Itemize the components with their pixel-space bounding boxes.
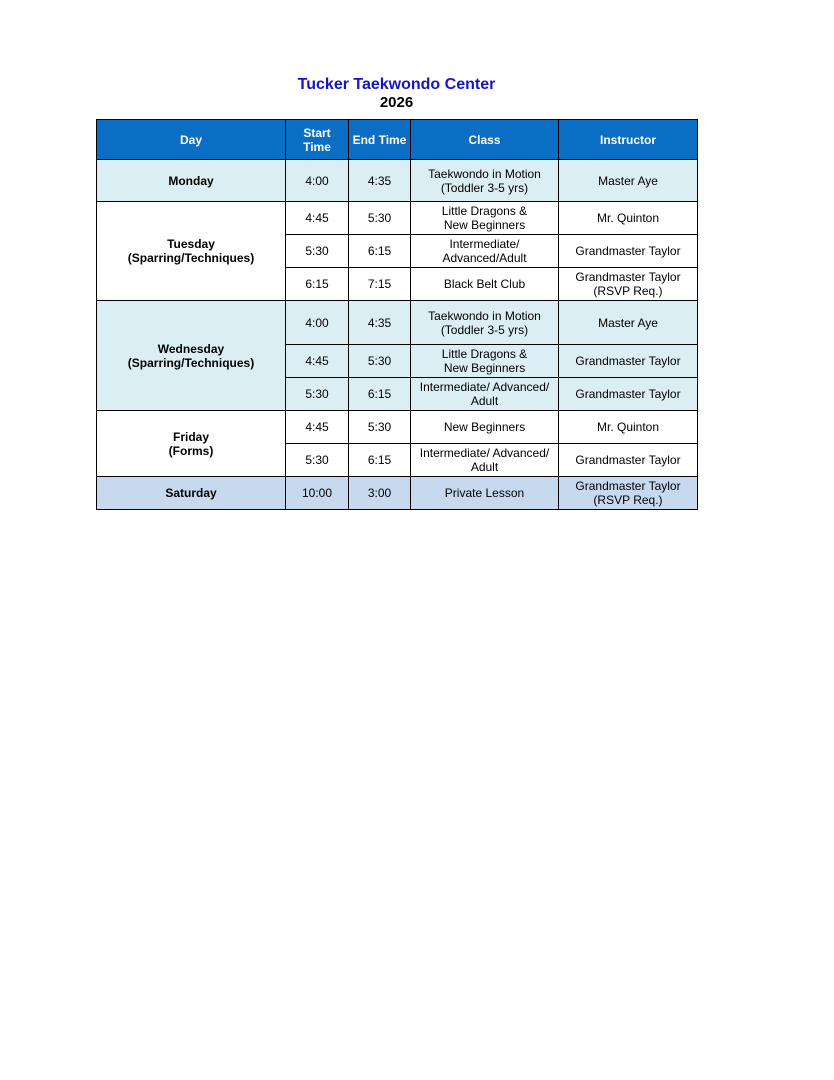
class-cell: Little Dragons & New Beginners <box>411 345 559 378</box>
end-time-cell: 3:00 <box>349 477 411 510</box>
instructor-cell: Grandmaster Taylor (RSVP Req.) <box>559 268 698 301</box>
instructor-cell: Grandmaster Taylor <box>559 235 698 268</box>
table-row <box>97 411 698 444</box>
end-time-cell: 5:30 <box>349 345 411 378</box>
start-time-cell: 4:45 <box>286 202 349 235</box>
end-time-cell: 6:15 <box>349 235 411 268</box>
end-time-cell: 4:35 <box>349 160 411 202</box>
end-time-cell: 5:30 <box>349 411 411 444</box>
day-cell-tuesday: Tuesday (Sparring/Techniques) <box>97 202 286 301</box>
table-row <box>97 202 698 235</box>
column-header-end-time: End Time <box>349 120 411 160</box>
start-time-cell: 4:45 <box>286 411 349 444</box>
start-time-cell: 4:45 <box>286 345 349 378</box>
class-cell: Little Dragons & New Beginners <box>411 202 559 235</box>
table-row <box>97 160 698 202</box>
day-cell-saturday: Saturday <box>97 477 286 510</box>
column-header-start-time: Start Time <box>286 120 349 160</box>
table-row <box>97 301 698 345</box>
instructor-cell: Mr. Quinton <box>559 202 698 235</box>
instructor-cell: Mr. Quinton <box>559 411 698 444</box>
class-cell: Taekwondo in Motion (Toddler 3-5 yrs) <box>411 301 559 345</box>
start-time-cell: 4:00 <box>286 301 349 345</box>
start-time-cell: 5:30 <box>286 378 349 411</box>
column-header-instructor: Instructor <box>559 120 698 160</box>
schedule-year: 2026 <box>379 94 414 111</box>
table-header-row <box>97 120 698 160</box>
table-row <box>97 477 698 510</box>
end-time-cell: 4:35 <box>349 301 411 345</box>
day-cell-monday: Monday <box>97 160 286 202</box>
end-time-cell: 6:15 <box>349 378 411 411</box>
class-cell: Intermediate/ Advanced/ Adult <box>411 378 559 411</box>
class-schedule-table <box>96 119 698 510</box>
instructor-cell: Master Aye <box>559 301 698 345</box>
end-time-cell: 5:30 <box>349 202 411 235</box>
instructor-cell: Master Aye <box>559 160 698 202</box>
start-time-cell: 5:30 <box>286 235 349 268</box>
day-cell-friday: Friday (Forms) <box>97 411 286 477</box>
day-cell-wednesday: Wednesday (Sparring/Techniques) <box>97 301 286 411</box>
start-time-cell: 10:00 <box>286 477 349 510</box>
end-time-cell: 6:15 <box>349 444 411 477</box>
instructor-cell: Grandmaster Taylor <box>559 345 698 378</box>
instructor-cell: Grandmaster Taylor <box>559 444 698 477</box>
start-time-cell: 4:00 <box>286 160 349 202</box>
instructor-cell: Grandmaster Taylor (RSVP Req.) <box>559 477 698 510</box>
class-cell: Intermediate/ Advanced/ Adult <box>411 444 559 477</box>
class-cell: Intermediate/ Advanced/Adult <box>411 235 559 268</box>
column-header-day: Day <box>97 120 286 160</box>
class-cell: Black Belt Club <box>411 268 559 301</box>
start-time-cell: 6:15 <box>286 268 349 301</box>
class-cell: Taekwondo in Motion (Toddler 3-5 yrs) <box>411 160 559 202</box>
class-cell: New Beginners <box>411 411 559 444</box>
column-header-class: Class <box>411 120 559 160</box>
end-time-cell: 7:15 <box>349 268 411 301</box>
instructor-cell: Grandmaster Taylor <box>559 378 698 411</box>
page-title: Tucker Taekwondo Center <box>297 76 496 93</box>
start-time-cell: 5:30 <box>286 444 349 477</box>
class-cell: Private Lesson <box>411 477 559 510</box>
